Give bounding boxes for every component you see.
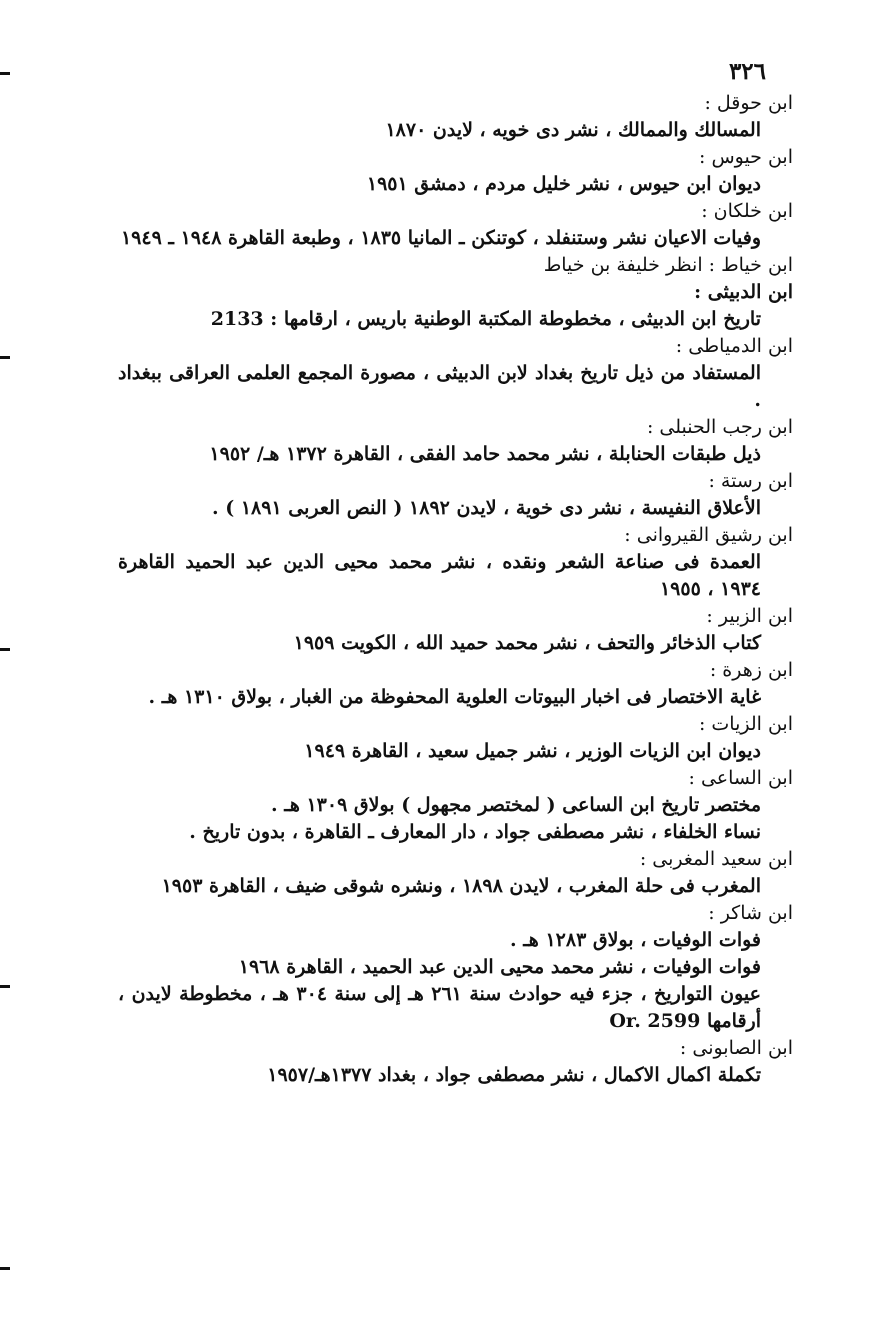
entry-author: ابن حوقل : [704,92,793,114]
work-text: مختصر تاريخ ابن الساعى ( لمختصر مجهول ) بولاق ١٣٠٩ هـ . [271,794,761,816]
work-text: عيون التواريخ ، جزء فيه حوادث سنة ٢٦١ هـ إلى سنة ٣٠٤ هـ ، مخطوطة لايدن ، أرقامها [118,983,761,1032]
entry-author: ابن شاكر : [708,902,793,924]
entry-work [118,549,761,603]
entry-author: ابن زهرة : [709,659,793,681]
bibliography-entry [118,603,793,657]
entry-work [118,441,761,468]
bibliography-entry [118,846,793,900]
edge-mark [0,356,10,359]
entry-author: ابن حيوس : [699,146,793,168]
work-text: فوات الوفيات ، بولاق ١٢٨٣ هـ . [510,929,761,951]
bibliography-entry [118,765,793,846]
entry-author: ابن خلكان : [701,200,793,222]
work-text: ديوان ابن حيوس ، نشر خليل مردم ، دمشق ١٩٥١ [366,173,761,195]
work-text: وفيات الاعيان نشر وستنفلد ، كوتنكن ـ المانيا ١٨٣٥ ، وطبعة القاهرة ١٩٤٨ ـ ١٩٤٩ [120,227,761,249]
bibliography-entry [118,198,793,252]
bibliography-list [118,90,793,1089]
work-text: تكملة اكمال الاكمال ، نشر مصطفى جواد ، بغداد ١٣٧٧هـ/١٩٥٧ [267,1064,761,1086]
entry-author: ابن الدمياطى : [675,335,793,357]
manuscript-number: Or. 2599 [609,1010,701,1032]
bibliography-entry [118,468,793,522]
entry-author: ابن خياط : انظر خليفة بن خياط [543,254,793,276]
entry-author: ابن سعيد المغربى : [639,848,793,870]
bibliography-entry [118,252,793,279]
entry-work [118,819,761,846]
entry-author: ابن الزبير : [706,605,793,627]
edge-mark [0,1267,10,1270]
manuscript-number: 2133 [210,308,264,330]
entry-work [118,630,761,657]
work-text: المغرب فى حلة المغرب ، لايدن ١٨٩٨ ، ونشره شوقى ضيف ، القاهرة ١٩٥٣ [161,875,761,897]
entry-work [118,117,761,144]
work-text: الأعلاق النفيسة ، نشر دى خوية ، لايدن ١٨٩٢ ( النص العربى ١٨٩١ ) . [211,497,761,519]
bibliography-entry [118,144,793,198]
entry-work [118,873,761,900]
entry-work [118,738,761,765]
edge-mark [0,648,10,651]
work-text: كتاب الذخائر والتحف ، نشر محمد حميد الله ، الكويت ١٩٥٩ [293,632,761,654]
bibliography-entry [118,657,793,711]
entry-work [118,981,761,1035]
bibliography-entry [118,1035,793,1089]
work-text: ذيل طبقات الحنابلة ، نشر محمد حامد الفقى ، القاهرة ١٣٧٢ هـ/ ١٩٥٢ [209,443,761,465]
bibliography-entry [118,414,793,468]
bibliography-entry [118,900,793,1035]
bibliography-entry [118,333,793,414]
entry-work [118,225,761,252]
bibliography-entry [118,522,793,603]
entry-work [118,684,761,711]
entry-work [118,306,761,333]
entry-work [118,954,761,981]
bibliography-entry [118,90,793,144]
entry-work [118,792,761,819]
entry-work [118,495,761,522]
entry-author: ابن الدبيثى : [694,281,793,303]
page-number: ٣٢٦ [728,58,766,85]
work-text: تاريخ ابن الدبيثى ، مخطوطة المكتبة الوطنية باريس ، ارقامها : [270,308,761,330]
bibliography-entry [118,711,793,765]
work-text: المسالك والممالك ، نشر دى خويه ، لايدن ١٨٧٠ [385,119,761,141]
entry-author: ابن الصابونى : [679,1037,793,1059]
work-text: نساء الخلفاء ، نشر مصطفى جواد ، دار المعارف ـ القاهرة ، بدون تاريخ . [189,821,761,843]
work-text: فوات الوفيات ، نشر محمد محيى الدين عبد الحميد ، القاهرة ١٩٦٨ [238,956,761,978]
entry-work [118,360,761,414]
edge-mark [0,72,10,75]
entry-work [118,1062,761,1089]
entry-author: ابن الزيات : [698,713,793,735]
work-text: ديوان ابن الزيات الوزير ، نشر جميل سعيد ، القاهرة ١٩٤٩ [304,740,761,762]
entry-author: ابن الساعى : [688,767,793,789]
entry-work [118,927,761,954]
bibliography-entry [118,279,793,333]
work-text: العمدة فى صناعة الشعر ونقده ، نشر محمد محيى الدين عبد الحميد القاهرة ١٩٣٤ ، ١٩٥٥ [118,551,761,600]
work-text: غاية الاختصار فى اخبار البيوتات العلوية المحفوظة من الغبار ، بولاق ١٣١٠ هـ . [148,686,761,708]
edge-mark [0,985,10,988]
work-text: المستفاد من ذيل تاريخ بغداد لابن الدبيثى ، مصورة المجمع العلمى العراقى ببغداد . [118,362,761,411]
entry-work [118,171,761,198]
entry-author: ابن رجب الحنبلى : [646,416,793,438]
entry-author: ابن رستة : [708,470,793,492]
entry-author: ابن رشيق القيروانى : [624,524,793,546]
